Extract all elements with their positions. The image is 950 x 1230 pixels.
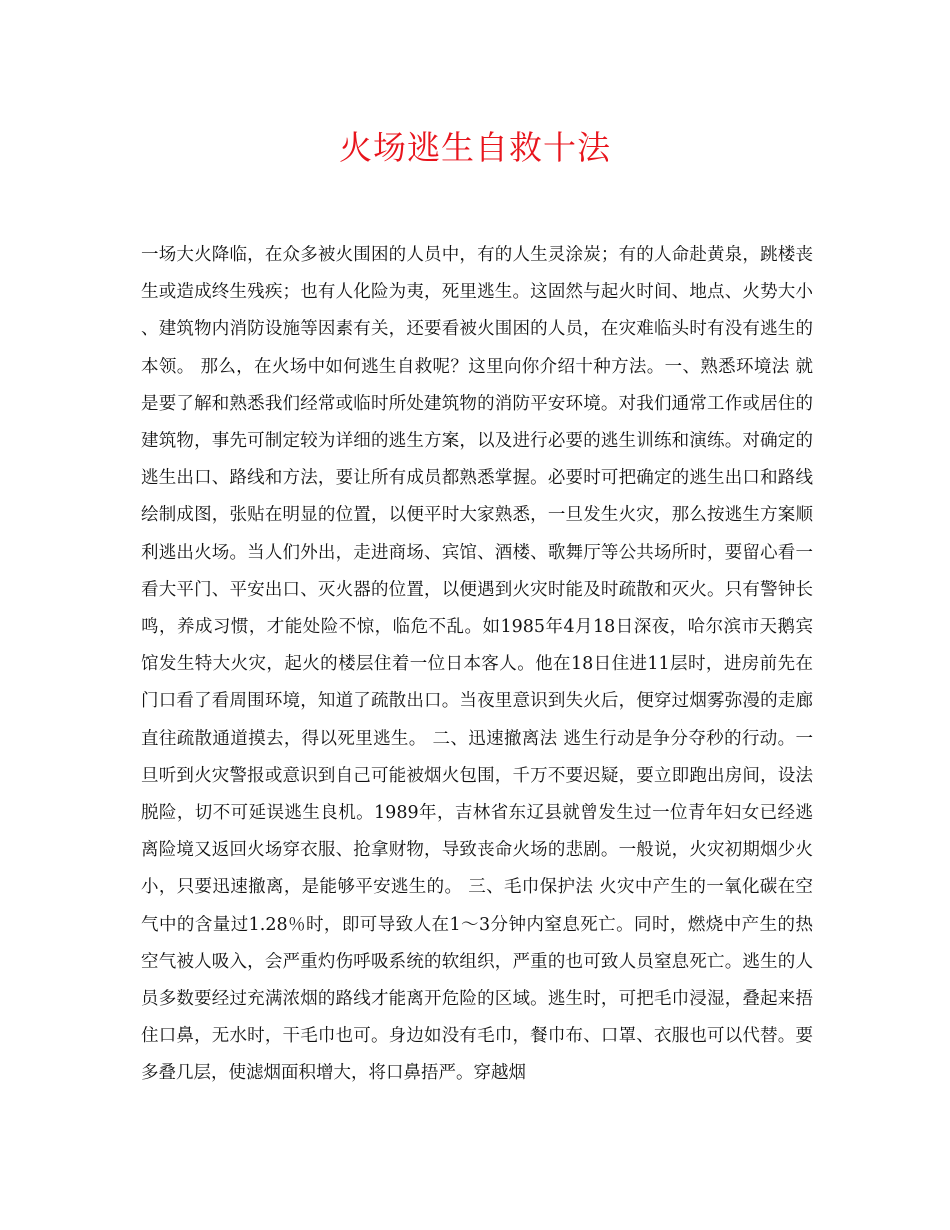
document-body-text: 一场大火降临，在众多被火围困的人员中，有的人生灵涂炭；有的人命赴黄泉，跳楼丧生或造成终生残疾；也有人化险为夷，死里逃生。这固然与起火时间、地点、火势大小、建筑物内消防设施等因素有关，还要看被火围困的人员，在灾难临头时有没有逃生的本领。 那么，在火场中如何逃生自救呢？这里向你介绍十种方法。一、熟悉环境法 就是要了解和熟悉我们经常或临时所处建筑物的消防平安环境。对我们通常工作或居住的建筑物，事先可制定较为详细的逃生方案，以及进行必要的逃生训练和演练。对确定的逃生出口、路线和方法，要让所有成员都熟悉掌握。必要时可把确定的逃生出口和路线绘制成图，张贴在明显的位置，以便平时大家熟悉，一旦发生火灾，那么按逃生方案顺利逃出火场。当人们外出，走进商场、宾馆、酒楼、歌舞厅等公共场所时，要留心看一看大平门、平安出口、灭火器的位置，以便遇到火灾时能及时疏散和灭火。只有警钟长鸣，养成习惯，才能处险不惊，临危不乱。如1985年4月18日深夜，哈尔滨市天鹅宾馆发生特大火灾，起火的楼层住着一位日本客人。他在18日住进11层时，进房前先在门口看了看周围环境，知道了疏散出口。当夜里意识到失火后，便穿过烟雾弥漫的走廊直往疏散通道摸去，得以死里逃生。 二、迅速撤离法 逃生行动是争分夺秒的行动。一旦听到火灾警报或意识到自己可能被烟火包围，千万不要迟疑，要立即跑出房间，设法脱险，切不可延误逃生良机。1989年，吉林省东辽县就曾发生过一位青年妇女已经逃离险境又返回火场穿衣服、抢拿财物，导致丧命火场的悲剧。一般说，火灾初期烟少火小，只要迅速撤离，是能够平安逃生的。 三、毛巾保护法 火灾中产生的一氧化碳在空气中的含量过1.28％时，即可导致人在1～3分钟内窒息死亡。同时，燃烧中产生的热空气被人吸入，会严重灼伤呼吸系统的软组织，严重的也可致人员窒息死亡。逃生的人员多数要经过充满浓烟的路线才能离开危险的区域。逃生时，可把毛巾浸湿，叠起来捂住口鼻，无水时，干毛巾也可。身边如没有毛巾，餐巾布、口罩、衣服也可以代替。要多叠几层，使滤烟面积增大，将口鼻捂严。穿越烟 <box>141 245 813 1084</box>
document-title: 火场逃生自救十法 <box>339 128 611 167</box>
